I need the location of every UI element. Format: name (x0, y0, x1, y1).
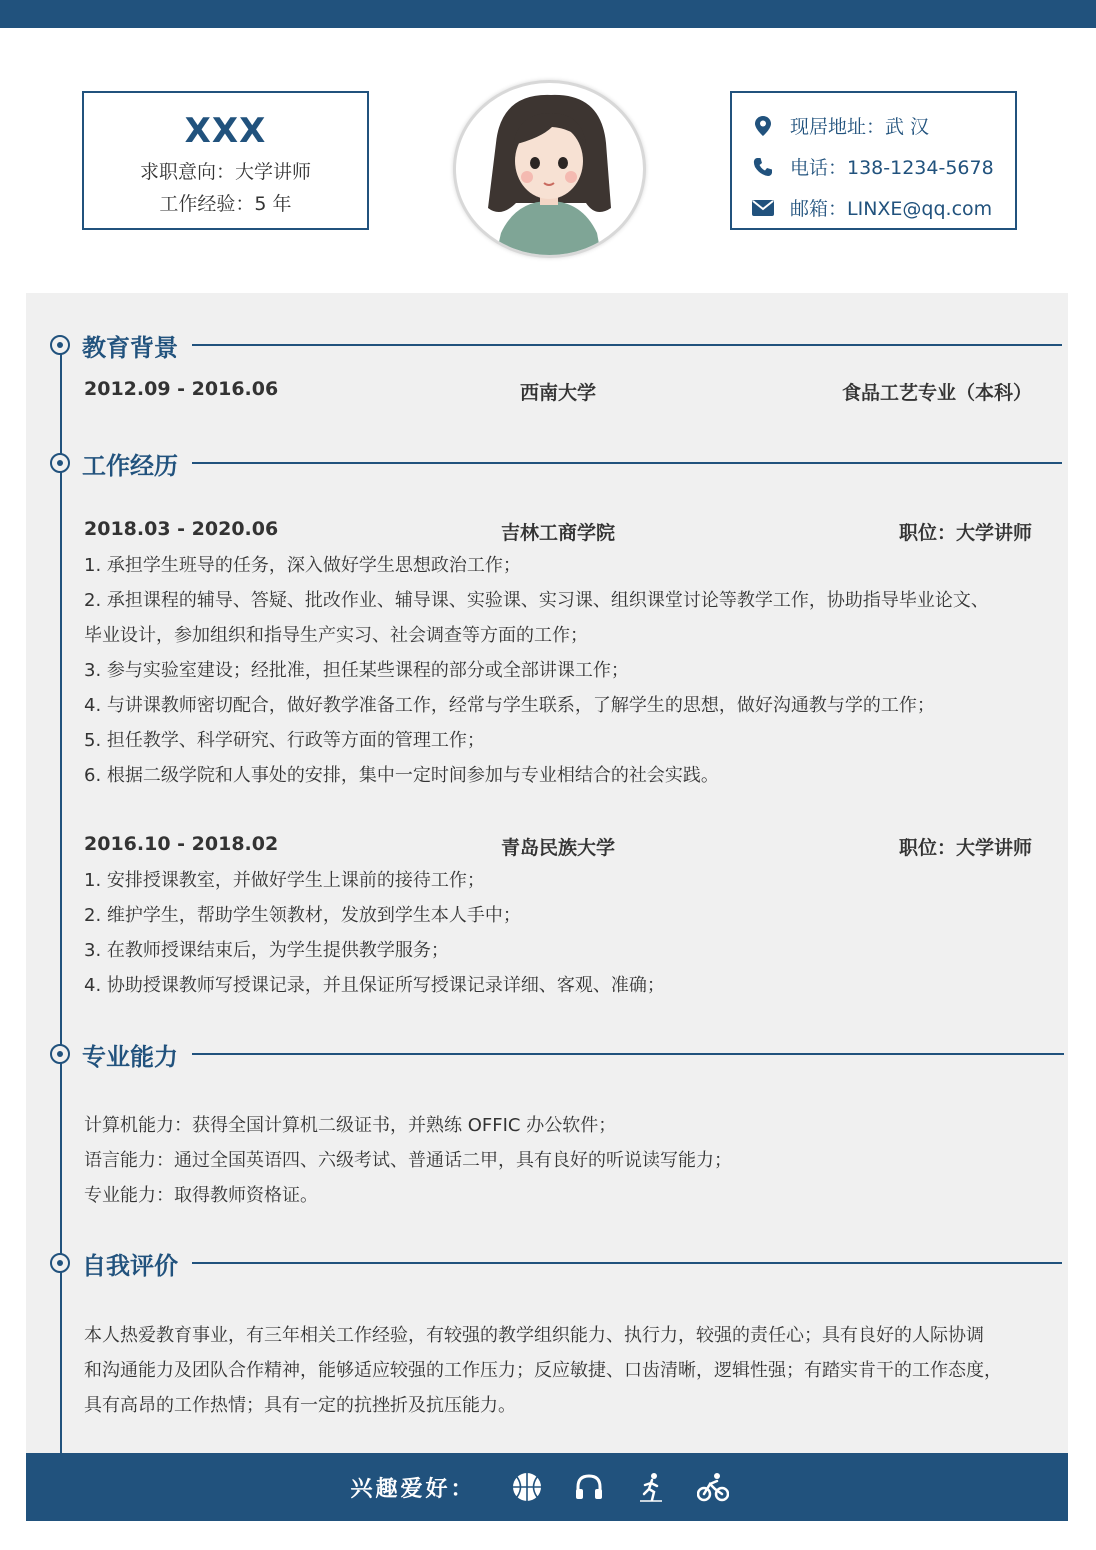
running-icon (635, 1471, 667, 1503)
section-divider (192, 344, 1062, 346)
section-title: 自我评价 (82, 1251, 178, 1280)
work-experience: 工作经验：5 年 (159, 193, 292, 215)
list-item: 6. 根据二级学院和人事处的安排，集中一定时间参加与专业相结合的社会实践。 (84, 765, 719, 786)
section-education-header (50, 330, 1062, 360)
job-intent: 求职意向：大学讲师 (139, 161, 311, 183)
job-duties-list (84, 548, 1048, 793)
list-item: 3. 参与实验室建设；经批准，担任某些课程的部分或全部讲课工作； (84, 660, 629, 681)
section-title: 教育背景 (82, 333, 178, 362)
address-text: 现居地址：武 汉 (790, 116, 930, 138)
job-organization: 青岛民族大学 (500, 837, 615, 859)
job-header-row (84, 833, 1032, 859)
timeline-dot-icon (50, 1253, 70, 1273)
list-item: 2. 维护学生，帮助学生领教材，发放到学生本人手中； (84, 905, 521, 926)
email-text: 邮箱：LINXE@qq.com (790, 198, 993, 220)
headphones-icon (573, 1471, 605, 1503)
list-item: 5. 担任教学、科学研究、行政等方面的管理工作； (84, 730, 485, 751)
hobbies-label: 兴趣爱好： (350, 1476, 476, 1502)
basketball-icon (511, 1471, 543, 1503)
location-pin-icon (752, 115, 774, 137)
contact-card (730, 91, 1017, 230)
list-item: 4. 与讲课教师密切配合，做好教学准备工作，经常与学生联系，了解学生的思想，做好沟通教与学的工作； (84, 695, 935, 716)
list-item: 专业能力：取得教师资格证。 (84, 1185, 318, 1206)
avatar-illustration-icon (456, 83, 643, 255)
list-item: 3. 在教师授课结束后，为学生提供教学服务； (84, 940, 449, 961)
job-duties-list (84, 863, 1048, 1003)
list-item: 计算机能力：获得全国计算机二级证书，并熟练 OFFIC 办公软件； (84, 1115, 617, 1136)
job-header-row (84, 518, 1032, 544)
job-organization: 吉林工商学院 (500, 522, 615, 544)
skills-list (84, 1108, 1048, 1213)
self-eval-text (84, 1318, 1048, 1423)
contact-phone (752, 146, 1015, 187)
paragraph-line: 和沟通能力及团队合作精神，能够适应较强的工作压力；反应敏捷、口齿清晰，逻辑性强；有踏实肯干的工作态度， (84, 1360, 1002, 1381)
timeline-dot-icon (50, 1044, 70, 1064)
timeline-line (60, 336, 62, 1458)
avatar (453, 80, 646, 258)
section-divider (192, 1053, 1064, 1055)
section-title: 专业能力 (82, 1042, 178, 1071)
job-position: 职位：大学讲师 (898, 522, 1032, 544)
name-card (82, 91, 369, 230)
timeline-dot-icon (50, 335, 70, 355)
section-skills-header (50, 1039, 1064, 1069)
section-work-header (50, 448, 1062, 478)
cycling-icon (697, 1471, 729, 1503)
list-item: 4. 协助授课教师写授课记录，并且保证所写授课记录详细、客观、准确； (84, 975, 665, 996)
job-position: 职位：大学讲师 (898, 837, 1032, 859)
section-divider (192, 462, 1062, 464)
list-item: 1. 承担学生班导的任务，深入做好学生思想政治工作； (84, 555, 521, 576)
job-period: 2016.10 - 2018.02 (84, 833, 279, 855)
section-title: 工作经历 (82, 451, 178, 480)
envelope-icon (752, 197, 774, 219)
education-period: 2012.09 - 2016.06 (84, 378, 279, 400)
list-item: 1. 安排授课教室，并做好学生上课前的接待工作； (84, 870, 485, 891)
contact-address (752, 105, 1015, 146)
list-item: 2. 承担课程的辅导、答疑、批改作业、辅导课、实验课、实习课、组织课堂讨论等教学工作，协助指导毕业论文、 (84, 590, 989, 611)
section-self-eval-header (50, 1248, 1062, 1278)
timeline-dot-icon (50, 453, 70, 473)
phone-icon (752, 156, 774, 178)
education-school: 西南大学 (519, 382, 596, 404)
phone-text: 电话：138-1234-5678 (790, 157, 994, 179)
education-major: 食品工艺专业（本科） (841, 382, 1032, 404)
paragraph-line: 本人热爱教育事业，有三年相关工作经验，有较强的教学组织能力、执行力，较强的责任心；具有良好的人际协调 (84, 1325, 984, 1346)
paragraph-line: 具有高昂的工作热情；具有一定的抗挫折及抗压能力。 (84, 1395, 516, 1416)
contact-email (752, 187, 1015, 228)
section-divider (192, 1262, 1062, 1264)
education-row (84, 378, 1032, 404)
candidate-name: XXX (184, 111, 267, 151)
top-accent-bar (0, 0, 1096, 28)
list-item: 毕业设计，参加组织和指导生产实习、社会调查等方面的工作； (84, 625, 588, 646)
list-item: 语言能力：通过全国英语四、六级考试、普通话二甲，具有良好的听说读写能力； (84, 1150, 732, 1171)
job-period: 2018.03 - 2020.06 (84, 518, 279, 540)
hobbies-bar (26, 1453, 1068, 1521)
